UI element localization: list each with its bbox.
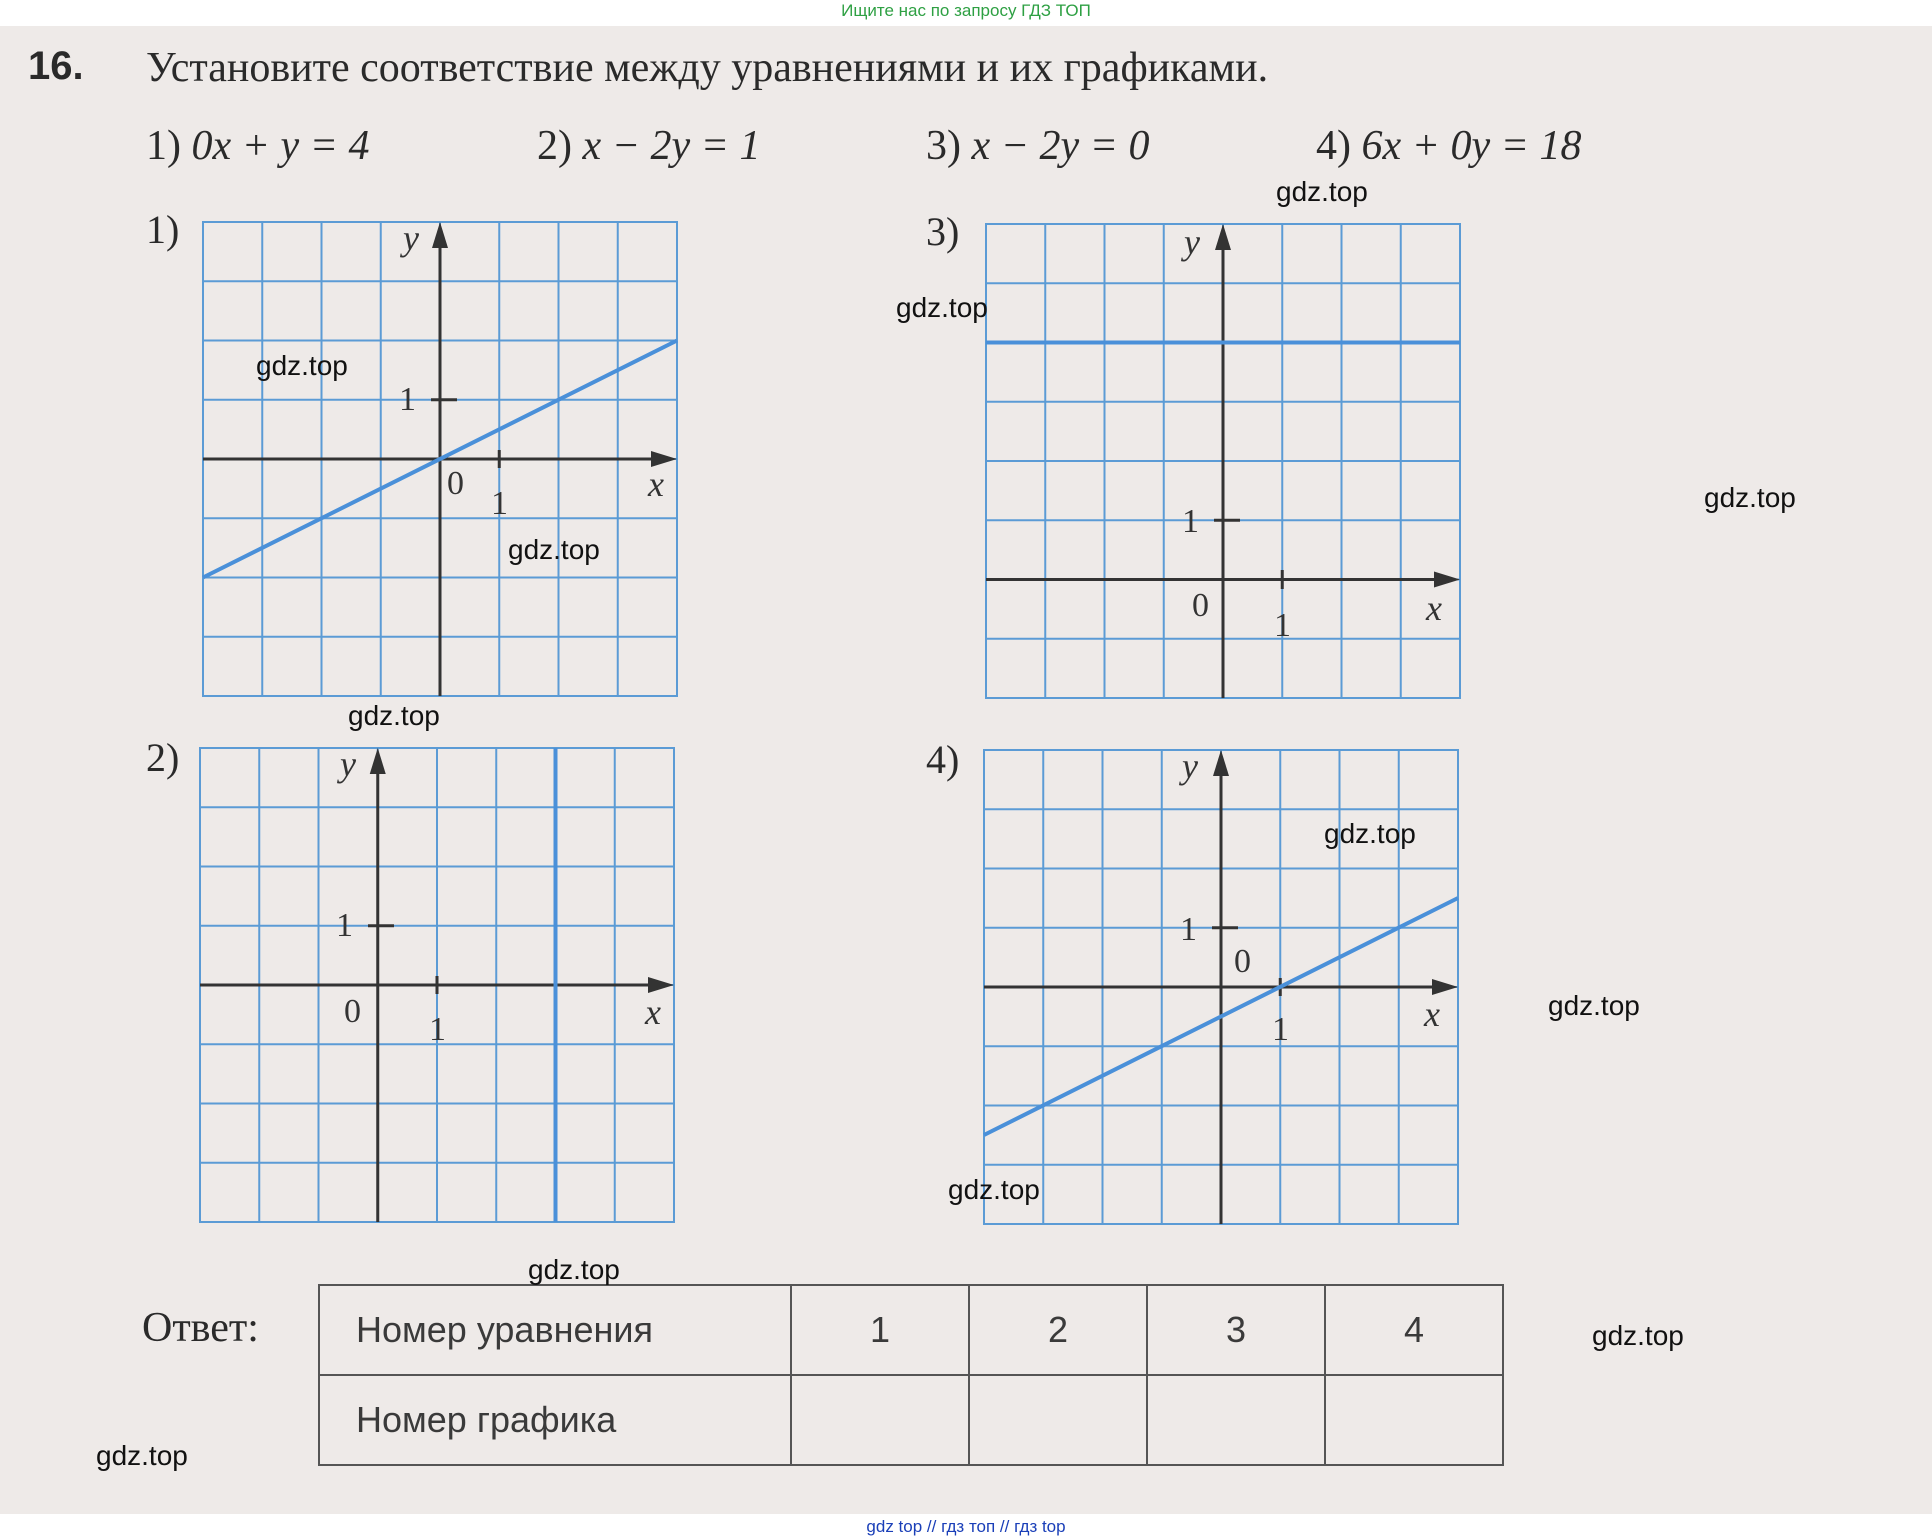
task-number: 16. [28, 44, 84, 88]
watermark: gdz.top [528, 1254, 620, 1285]
graph-2-y-unit: 1 [336, 907, 353, 944]
bottom-banner[interactable]: gdz top // гдз топ // гдз top [866, 1517, 1066, 1536]
graph-3-y-label: y [1184, 222, 1200, 262]
graph-2 [200, 744, 674, 1222]
equation-number-cell: 2 [969, 1285, 1147, 1375]
equation-3-expression: x − 2y = 0 [971, 123, 1150, 169]
equation-2-expression: x − 2y = 1 [582, 123, 761, 169]
graph-number-cell[interactable] [1325, 1375, 1503, 1465]
graph-2-x-arrow [648, 977, 674, 993]
graph-3-x-unit: 1 [1274, 607, 1291, 644]
watermark: gdz.top [1324, 818, 1416, 849]
graph-3-y-unit: 1 [1182, 503, 1199, 540]
graph-4-y-unit: 1 [1180, 911, 1197, 948]
top-banner[interactable]: Ищите нас по запросу ГДЗ ТОП [841, 1, 1091, 20]
graph-4-x-unit: 1 [1272, 1011, 1289, 1048]
graph-1-y-arrow [432, 222, 448, 248]
equation-number-cell: 3 [1147, 1285, 1325, 1375]
watermark: gdz.top [348, 700, 440, 731]
graph-2-origin-label: 0 [344, 993, 361, 1030]
graph-number-header: Номер графика [319, 1375, 791, 1465]
watermark: gdz.top [1276, 176, 1368, 207]
watermark: gdz.top [508, 534, 600, 565]
graph-1-y-unit: 1 [399, 381, 416, 418]
watermark: gdz.top [1592, 1320, 1684, 1351]
task-statement: Установите соответствие между уравнениями и их графиками. [146, 45, 1269, 91]
equation-number-cell: 1 [791, 1285, 969, 1375]
equation-3-number: 3) [926, 123, 961, 169]
graph-3-y-arrow [1215, 224, 1231, 250]
answer-table [318, 1284, 1504, 1466]
equation-number-header: Номер уравнения [319, 1285, 791, 1375]
equation-4-number: 4) [1316, 123, 1351, 169]
equation-2 [537, 122, 760, 170]
graph-3-x-arrow [1434, 572, 1460, 588]
graph-number-cell[interactable] [1147, 1375, 1325, 1465]
graph-4-label: 4) [926, 737, 960, 782]
graph-3-label: 3) [926, 209, 960, 254]
graph-4-y-arrow [1213, 750, 1229, 776]
watermark: gdz.top [896, 292, 988, 323]
answer-label: Ответ: [142, 1305, 259, 1351]
graph-3-origin-label: 0 [1192, 587, 1209, 624]
graph-2-label: 2) [146, 735, 180, 780]
equation-3 [926, 122, 1149, 170]
graph-1-x-unit: 1 [491, 485, 508, 522]
watermark: gdz.top [96, 1440, 188, 1471]
graph-number-cell[interactable] [969, 1375, 1147, 1465]
graph-4-x-arrow [1432, 979, 1458, 995]
graph-3 [986, 224, 1460, 698]
graph-3-axes [986, 234, 1448, 698]
graph-1 [203, 218, 677, 696]
watermark: gdz.top [1704, 482, 1796, 513]
graph-2-axes [200, 758, 662, 1222]
equation-number-cell: 4 [1325, 1285, 1503, 1375]
graph-1-label: 1) [146, 207, 180, 252]
graph-2-y-arrow [370, 748, 386, 774]
graph-3-x-label: x [1426, 588, 1442, 628]
equation-1 [146, 122, 369, 170]
graph-1-x-label: x [648, 464, 664, 504]
graph-2-x-unit: 1 [429, 1011, 446, 1048]
graph-1-origin-label: 0 [447, 465, 464, 502]
equation-2-number: 2) [537, 123, 572, 169]
watermark: gdz.top [948, 1174, 1040, 1205]
equation-4 [1316, 122, 1581, 170]
graph-4-y-label: y [1182, 746, 1198, 786]
equation-1-number: 1) [146, 123, 181, 169]
answer-row-equations [319, 1285, 1503, 1375]
watermark: gdz.top [1548, 990, 1640, 1021]
graph-2-y-label: y [340, 744, 356, 784]
equation-4-expression: 6x + 0y = 18 [1361, 123, 1582, 169]
graph-1-y-label: y [403, 218, 419, 258]
equation-1-expression: 0x + y = 4 [191, 123, 370, 169]
answer-row-graphs [319, 1375, 1503, 1465]
graph-4-x-label: x [1424, 994, 1440, 1034]
watermark: gdz.top [256, 350, 348, 381]
graph-4-origin-label: 0 [1234, 943, 1251, 980]
graph-number-cell[interactable] [791, 1375, 969, 1465]
graph-2-x-label: x [645, 992, 661, 1032]
